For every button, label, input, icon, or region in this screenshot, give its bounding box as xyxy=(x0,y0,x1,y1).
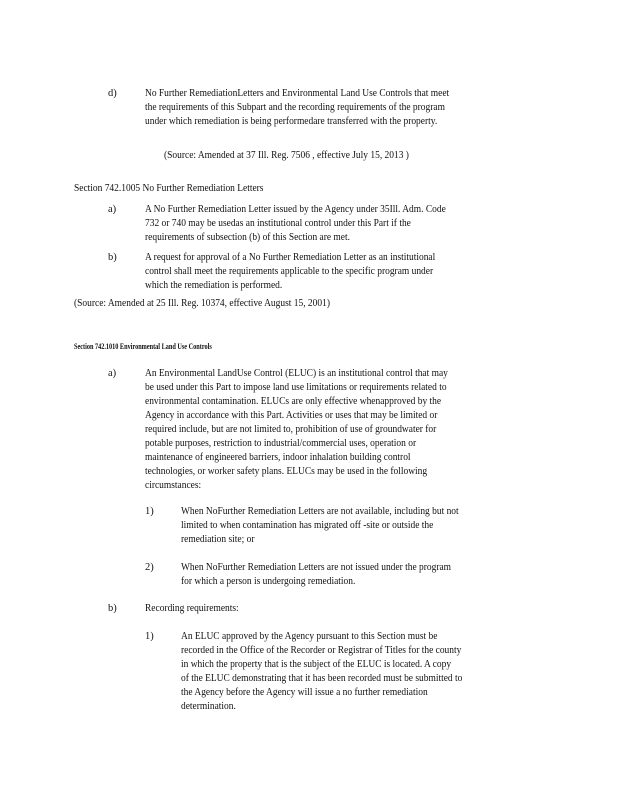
text-line: An ELUC approved by the Agency pursuant to this Section must be xyxy=(181,631,438,642)
section-heading-742-1010: Section 742.1010 Environmental Land Use Controls xyxy=(74,342,212,351)
subsection-label-a: a) xyxy=(108,204,117,215)
subsection-b-title: Recording requirements: xyxy=(145,603,239,614)
item-label-1: 1) xyxy=(145,631,154,642)
text-line: be used under this Part to impose land use limitations or requirements related to xyxy=(145,382,447,393)
text-line: in which the property that is the subject of the ELUC is located. A copy xyxy=(181,659,452,670)
text-line: of the ELUC demonstrating that it has been recorded must be submitted to xyxy=(181,673,463,684)
subsection-label-a: a) xyxy=(108,368,117,379)
text-line: under which remediation is being performedare transferred with the property. xyxy=(145,116,438,127)
subsection-label-d: d) xyxy=(108,88,117,99)
text-line: technologies, or worker safety plans. ELUCs may be used in the following xyxy=(145,466,428,477)
text-line: A No Further Remediation Letter issued by the Agency under 35Ill. Adm. Code xyxy=(145,204,446,215)
text-line: required include, but are not limited to, prohibition of use of groundwater for xyxy=(145,424,437,435)
source-note: (Source: Amended at 37 Ill. Reg. 7506 , effective July 15, 2013 ) xyxy=(164,150,409,161)
text-line: the Agency before the Agency will issue a no further remediation xyxy=(181,687,428,698)
text-line: environmental contamination. ELUCs are only effective whenapproved by the xyxy=(145,396,442,407)
text-line: A request for approval of a No Further Remediation Letter as an institutional xyxy=(145,252,436,263)
section-heading-742-1005: Section 742.1005 No Further Remediation Letters xyxy=(74,183,264,194)
text-line: which the remediation is performed. xyxy=(145,280,283,291)
text-line: When NoFurther Remediation Letters are not issued under the program xyxy=(181,562,452,573)
text-line: maintenance of engineered barriers, indoor inhalation building control xyxy=(145,452,411,463)
text-line: An Environmental LandUse Control (ELUC) is an institutional control that may xyxy=(145,368,448,379)
item-label-2: 2) xyxy=(145,562,154,573)
text-line: When NoFurther Remediation Letters are not available, including but not xyxy=(181,506,459,517)
text-line: circumstances: xyxy=(145,480,202,491)
source-note: (Source: Amended at 25 Ill. Reg. 10374, effective August 15, 2001) xyxy=(74,298,330,309)
subsection-label-b: b) xyxy=(108,252,117,263)
text-line: determination. xyxy=(181,701,236,712)
text-line: limited to when contamination has migrated off -site or outside the xyxy=(181,520,434,531)
text-line: control shall meet the requirements applicable to the specific program under xyxy=(145,266,434,277)
subsection-label-b: b) xyxy=(108,603,117,614)
text-line: for which a person is undergoing remediation. xyxy=(181,576,356,587)
text-line: 732 or 740 may be usedas an institutional control under this Part if the xyxy=(145,218,411,229)
text-line: remediation site; or xyxy=(181,534,255,545)
text-line: the requirements of this Subpart and the recording requirements of the program xyxy=(145,102,445,113)
text-line: requirements of subsection (b) of this Section are met. xyxy=(145,232,350,243)
item-label-1: 1) xyxy=(145,506,154,517)
text-line: No Further RemediationLetters and Environmental Land Use Controls that meet xyxy=(145,88,450,99)
text-line: recorded in the Office of the Recorder or Registrar of Titles for the county xyxy=(181,645,462,656)
text-line: Agency in accordance with this Part. Activities or uses that may be limited or xyxy=(145,410,438,421)
text-line: potable purposes, restriction to industrial/commercial uses, operation or xyxy=(145,438,417,449)
